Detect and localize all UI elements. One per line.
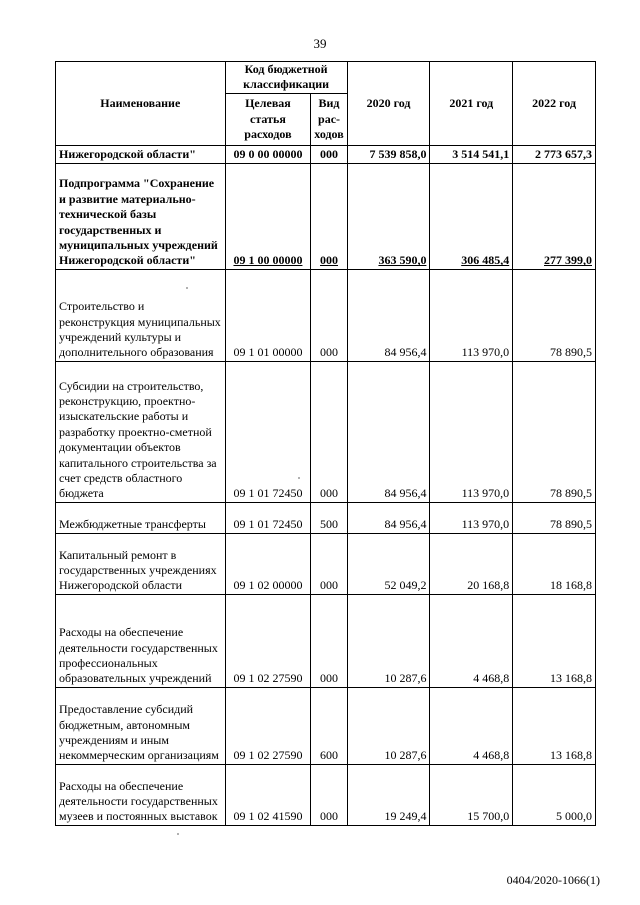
document-code: 0404/2020-1066(1) <box>506 873 600 887</box>
scan-speck <box>186 287 188 289</box>
row-2021: 20 168,8 <box>430 533 513 594</box>
row-2021: 113 970,0 <box>430 361 513 502</box>
table-row <box>56 163 596 269</box>
row-2022: 13 168,8 <box>513 594 596 687</box>
row-name: Нижегородской области" <box>56 145 226 163</box>
header-name: Наименование <box>56 62 226 146</box>
row-target: 09 0 00 00000 <box>225 145 311 163</box>
table-row <box>56 361 596 502</box>
table-row <box>56 502 596 533</box>
scan-speck <box>177 833 179 835</box>
row-type: 000 <box>311 594 347 687</box>
row-2021: 15 700,0 <box>430 764 513 825</box>
row-2020: 52 049,2 <box>347 533 430 594</box>
header-code-group: Код бюджетной классификации <box>225 62 347 94</box>
row-2020: 84 956,4 <box>347 502 430 533</box>
row-name: Капитальный ремонт в государственных учреждениях Нижегородской области <box>56 533 226 594</box>
row-2021: 113 970,0 <box>430 502 513 533</box>
row-2020: 84 956,4 <box>347 269 430 361</box>
row-2022: 78 890,5 <box>513 502 596 533</box>
row-2021: 4 468,8 <box>430 594 513 687</box>
row-target: 09 1 02 00000 <box>225 533 311 594</box>
row-target: 09 1 02 27590 <box>225 594 311 687</box>
row-target: 09 1 01 00000 <box>225 269 311 361</box>
row-type: 000 <box>311 269 347 361</box>
header-type: Вид рас- ходов <box>311 93 347 145</box>
row-type: 600 <box>311 687 347 764</box>
row-type: 000 <box>311 533 347 594</box>
row-name: Предоставление субсидий бюджетным, автономным учреждениям и иным некоммерческим организациям <box>56 687 226 764</box>
row-2021: 306 485,4 <box>430 163 513 269</box>
header-2022: 2022 год <box>513 62 596 146</box>
row-type: 000 <box>311 163 347 269</box>
row-2020: 84 956,4 <box>347 361 430 502</box>
row-2020: 19 249,4 <box>347 764 430 825</box>
row-name: Межбюджетные трансферты <box>56 502 226 533</box>
scan-speck <box>298 477 300 479</box>
row-2022: 13 168,8 <box>513 687 596 764</box>
row-target: 09 1 02 27590 <box>225 687 311 764</box>
row-2022: 277 399,0 <box>513 163 596 269</box>
header-target: Целевая статья расходов <box>225 93 311 145</box>
row-target: 09 1 00 00000 <box>225 163 311 269</box>
row-name: Расходы на обеспечение деятельности государственных музеев и постоянных выставок <box>56 764 226 825</box>
row-2021: 113 970,0 <box>430 269 513 361</box>
page-number: 39 <box>313 36 327 51</box>
row-target: 09 1 01 72450 <box>225 361 311 502</box>
row-2022: 5 000,0 <box>513 764 596 825</box>
row-2020: 363 590,0 <box>347 163 430 269</box>
row-name: Субсидии на строительство, реконструкцию, проектно-изыскательские работы и разработку проектно-сметной документации объектов капитального строительства за счет средств областного бюджета <box>56 361 226 502</box>
row-type: 000 <box>311 361 347 502</box>
row-2020: 7 539 858,0 <box>347 145 430 163</box>
row-target: 09 1 02 41590 <box>225 764 311 825</box>
row-name: Подпрограмма "Сохранение и развитие материально-технической базы государственных и муниципальных учреждений Нижегородской области" <box>56 163 226 269</box>
row-2020: 10 287,6 <box>347 594 430 687</box>
row-2021: 3 514 541,1 <box>430 145 513 163</box>
budget-table <box>55 61 596 826</box>
row-2020: 10 287,6 <box>347 687 430 764</box>
row-2022: 2 773 657,3 <box>513 145 596 163</box>
table-row <box>56 533 596 594</box>
row-type: 500 <box>311 502 347 533</box>
table-row <box>56 594 596 687</box>
row-2022: 78 890,5 <box>513 269 596 361</box>
row-target: 09 1 01 72450 <box>225 502 311 533</box>
row-2021: 4 468,8 <box>430 687 513 764</box>
table-row <box>56 687 596 764</box>
table-row <box>56 269 596 361</box>
row-type: 000 <box>311 145 347 163</box>
header-2020: 2020 год <box>347 62 430 146</box>
header-2021: 2021 год <box>430 62 513 146</box>
row-type: 000 <box>311 764 347 825</box>
table-row <box>56 764 596 825</box>
row-name: Строительство и реконструкция муниципальных учреждений культуры и дополнительного образования <box>56 269 226 361</box>
table-row <box>56 145 596 163</box>
row-2022: 78 890,5 <box>513 361 596 502</box>
row-2022: 18 168,8 <box>513 533 596 594</box>
row-name: Расходы на обеспечение деятельности государственных профессиональных образовательных учреждений <box>56 594 226 687</box>
